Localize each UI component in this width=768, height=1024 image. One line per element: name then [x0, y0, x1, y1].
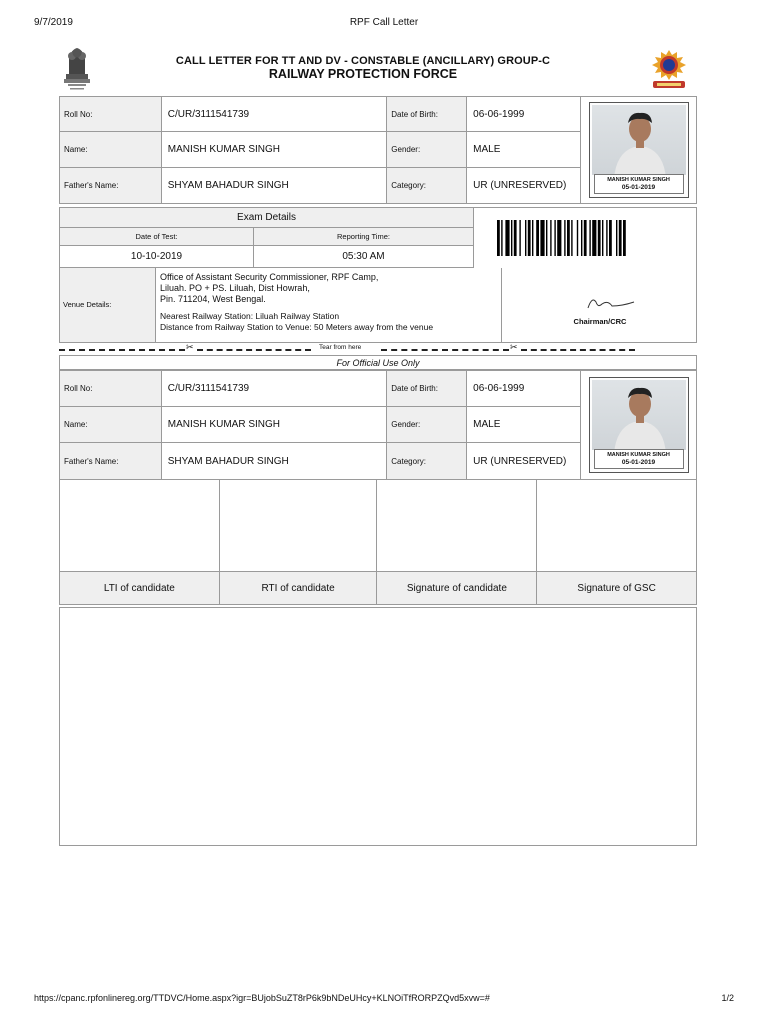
- gender-label: Gender:: [387, 407, 467, 443]
- chairman-signature-icon: [582, 292, 642, 314]
- candidate-info-table-copy: [59, 370, 697, 480]
- reporting-time-label: Reporting Time:: [254, 228, 474, 246]
- nearest-station: Nearest Railway Station: Liluah Railway Station: [160, 311, 340, 321]
- exam-details-box: [59, 207, 697, 343]
- candidate-signature-label: Signature of candidate: [377, 572, 537, 605]
- roll-no-value: C/UR/3111541739: [161, 371, 387, 407]
- photo-caption-name: MANISH KUMAR SINGH: [607, 452, 670, 458]
- category-value: UR (UNRESERVED): [467, 443, 581, 480]
- tear-line: [59, 343, 699, 355]
- candidate-photo: [589, 102, 689, 198]
- roll-no-label: Roll No:: [60, 371, 162, 407]
- photo-cell: [581, 97, 697, 204]
- candidate-photo: [589, 377, 689, 473]
- venue-details: [160, 272, 500, 333]
- tear-label: Tear from here: [319, 344, 362, 351]
- father-name-value: SHYAM BAHADUR SINGH: [161, 443, 387, 480]
- lti-space: [60, 480, 220, 572]
- roll-no-label: Roll No:: [60, 97, 162, 132]
- print-date: 9/7/2019: [34, 17, 73, 28]
- photo-caption-name: MANISH KUMAR SINGH: [607, 177, 670, 183]
- category-label: Category:: [387, 443, 467, 480]
- category-label: Category:: [387, 168, 467, 204]
- test-date-label: Date of Test:: [60, 228, 254, 246]
- gender-value: MALE: [467, 132, 581, 168]
- page-number: 1/2: [721, 993, 734, 1003]
- reporting-time-value: 05:30 AM: [254, 246, 474, 268]
- lti-label: LTI of candidate: [60, 572, 220, 605]
- name-value: MANISH KUMAR SINGH: [161, 132, 387, 168]
- name-value: MANISH KUMAR SINGH: [161, 407, 387, 443]
- name-label: Name:: [60, 132, 162, 168]
- organization-title: RAILWAY PROTECTION FORCE: [268, 67, 458, 81]
- dob-label: Date of Birth:: [387, 97, 467, 132]
- chairman-label: Chairman/CRC: [573, 317, 627, 326]
- print-title: RPF Call Letter: [349, 17, 419, 28]
- dob-value: 06-06-1999: [467, 371, 581, 407]
- photo-caption: [594, 449, 684, 469]
- rti-label: RTI of candidate: [219, 572, 377, 605]
- category-value: UR (UNRESERVED): [467, 168, 581, 204]
- dob-value: 06-06-1999: [467, 97, 581, 132]
- father-name-label: Father's Name:: [60, 168, 162, 204]
- gender-label: Gender:: [387, 132, 467, 168]
- father-name-value: SHYAM BAHADUR SINGH: [161, 168, 387, 204]
- person-silhouette-icon: [610, 109, 670, 179]
- photo-cell: [581, 371, 697, 480]
- test-date-value: 10-10-2019: [60, 246, 254, 268]
- roll-no-value: C/UR/3111541739: [161, 97, 387, 132]
- father-name-label: Father's Name:: [60, 443, 162, 480]
- venue-label: Venue Details:: [60, 268, 156, 342]
- photo-caption-date: 05-01-2019: [621, 184, 656, 191]
- gsc-signature-label: Signature of GSC: [537, 572, 697, 605]
- barcode-icon: [497, 220, 675, 256]
- station-distance: Distance from Railway Station to Venue: 50 Meters away from the venue: [160, 322, 434, 332]
- name-label: Name:: [60, 407, 162, 443]
- page-url: https://cpanc.rpfonlinereg.org/TTDVC/Home.aspx?igr=BUjobSuZT8rP6k9bNDeUHcy+KLNOiTfRORPZQvd5xvw=#: [34, 993, 490, 1003]
- scissors-icon: ✂: [186, 342, 194, 352]
- signature-table: [59, 479, 697, 605]
- venue-line-2: Liluah. PO + PS. Liluah, Dist Howrah,: [160, 283, 310, 293]
- person-silhouette-icon: [610, 384, 670, 454]
- exam-details-heading: Exam Details: [60, 208, 474, 228]
- venue-line-1: Office of Assistant Security Commissioner, RPF Camp,: [160, 272, 379, 282]
- scissors-icon: ✂: [510, 342, 518, 352]
- blank-section: [59, 607, 697, 846]
- photo-caption-date: 05-01-2019: [621, 459, 656, 466]
- venue-line-3: Pin. 711204, West Bengal.: [160, 294, 266, 304]
- call-letter-title: CALL LETTER FOR TT AND DV - CONSTABLE (ANCILLARY) GROUP-C: [175, 55, 551, 67]
- rti-space: [219, 480, 377, 572]
- print-footer: [0, 993, 768, 1007]
- candidate-signature-space: [377, 480, 537, 572]
- gsc-signature-space: [537, 480, 697, 572]
- official-use-heading: For Official Use Only: [59, 355, 697, 370]
- dob-label: Date of Birth:: [387, 371, 467, 407]
- print-header: [0, 17, 768, 31]
- candidate-info-table: [59, 96, 697, 204]
- photo-caption: [594, 174, 684, 194]
- gender-value: MALE: [467, 407, 581, 443]
